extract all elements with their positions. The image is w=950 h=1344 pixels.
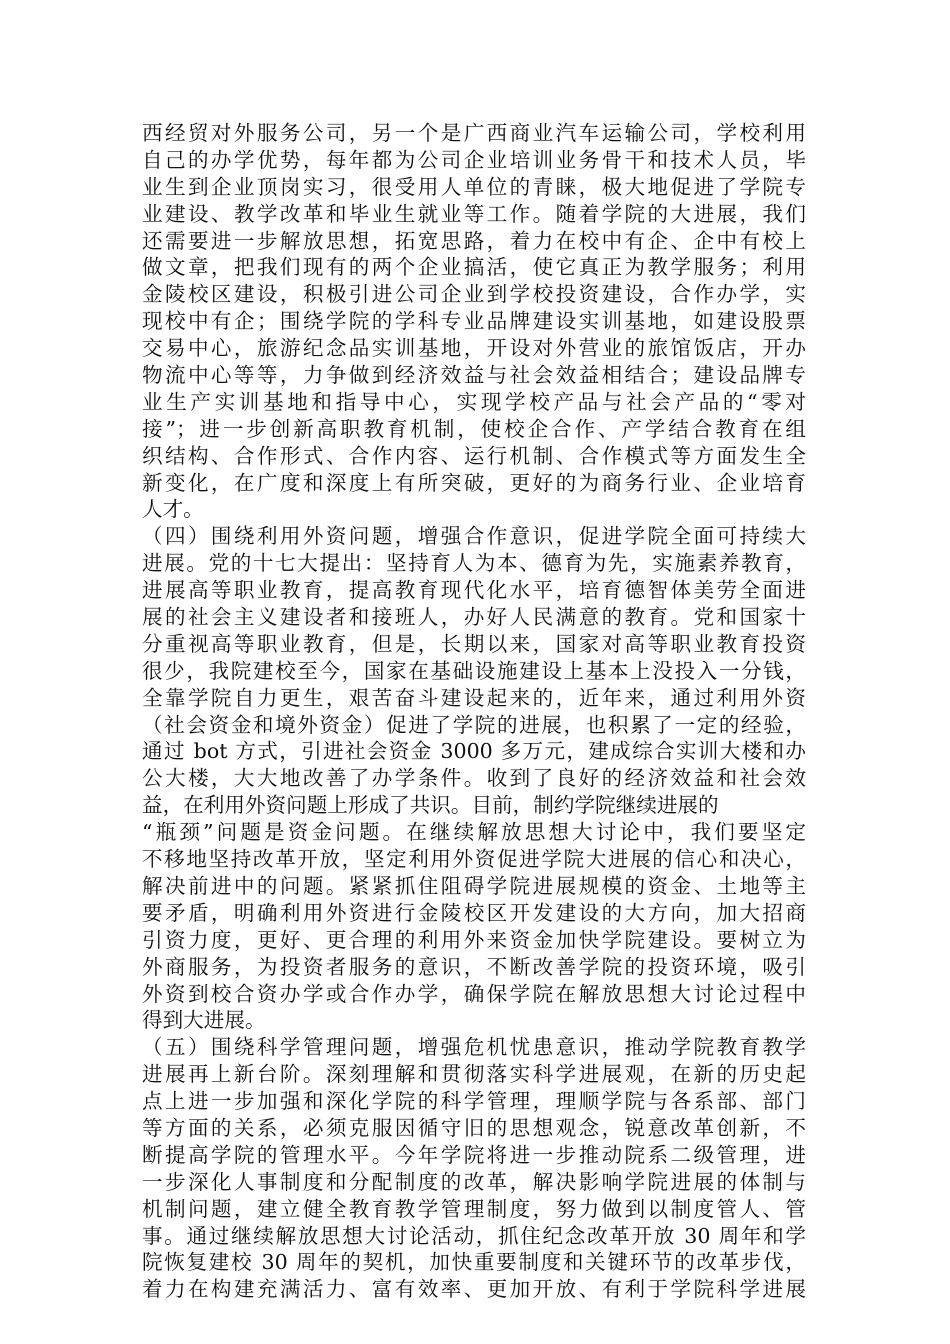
text-line: 还需要进一步解放思想，拓宽思路，着力在校中有企、企中有校上 (142, 228, 806, 253)
text-line: 得到大进展。 (142, 1008, 266, 1033)
text-line: 等方面的关系，必须克服因循守旧的思想观念，锐意改革创新，不 (142, 1115, 806, 1140)
text-line: 事。通过继续解放思想大讨论活动，抓住纪念改革开放 30 周年和学 (142, 1223, 806, 1248)
text-line: 进展。党的十七大提出：坚持育人为本、德育为先，实施素养教育， (142, 551, 806, 576)
text-line: 机制问题，建立健全教育教学管理制度，努力做到以制度管人、管 (142, 1196, 806, 1221)
text-line: 着力在构建充满活力、富有效率、更加开放、有利于学院科学进展 (142, 1277, 806, 1302)
text-line: 交易中心，旅游纪念品实训基地，开设对外营业的旅馆饭店，开办 (142, 336, 806, 361)
text-line: 金陵校区建设，积极引进公司企业到学校投资建设，合作办学，实 (142, 282, 806, 307)
text-line: 业生产实训基地和指导中心，实现学校产品与社会产品的“零对 (142, 389, 806, 414)
text-line: 西经贸对外服务公司，另一个是广西商业汽车运输公司，学校利用 (142, 121, 806, 145)
text-line: 一步深化人事制度和分配制度的改革，解决影响学院进展的体制与 (142, 1169, 806, 1194)
text-line: 新变化，在广度和深度上有所突破，更好的为商务行业、企业培育 (142, 470, 806, 495)
text-line: （社会资金和境外资金）促进了学院的进展，也积累了一定的经验， (142, 712, 806, 737)
text-line: 院恢复建校 30 周年的契机，加快重要制度和关键环节的改革步伐， (142, 1250, 806, 1275)
text-line: 织结构、合作形式、合作内容、运行机制、合作模式等方面发生全 (142, 443, 806, 468)
text-line: 做文章，把我们现有的两个企业搞活，使它真正为教学服务；利用 (142, 255, 806, 280)
text-line: 接”；进一步创新高职教育机制，使校企合作、产学结合教育在组 (142, 416, 806, 441)
text-line: 不移地坚持改革开放，坚定利用外资促进学院大进展的信心和决心， (142, 847, 806, 872)
text-line: 分重视高等职业教育，但是，长期以来，国家对高等职业教育投资 (142, 631, 806, 656)
text-line: 业建设、教学改革和毕业生就业等工作。随着学院的大进展，我们 (142, 201, 806, 226)
text-line: “瓶颈”问题是资金问题。在继续解放思想大讨论中，我们要坚定 (142, 820, 806, 845)
text-line: 要矛盾，明确利用外资进行金陵校区开发建设的大方向，加大招商 (142, 900, 806, 925)
text-line: 点上进一步加强和深化学院的科学管理，理顺学院与各系部、部门 (142, 1089, 806, 1114)
text-line: 引资力度，更好、更合理的利用外来资金加快学院建设。要树立为 (142, 927, 806, 952)
text-line: 人才。 (142, 497, 204, 522)
text-line: 全靠学院自力更生，艰苦奋斗建设起来的，近年来，通过利用外资 (142, 685, 806, 710)
text-line: 业生到企业顶岗实习，很受用人单位的青睐，极大地促进了学院专 (142, 174, 806, 199)
text-line: 进展再上新台阶。深刻理解和贯彻落实科学进展观，在新的历史起 (142, 1062, 806, 1087)
text-line: 解决前进中的问题。紧紧抓住阻碍学院进展规模的资金、土地等主 (142, 873, 806, 898)
text-line: 很少，我院建校至今，国家在基础设施建设上基本上没投入一分钱， (142, 658, 806, 683)
text-line: 公大楼，大大地改善了办学条件。收到了良好的经济效益和社会效 (142, 766, 806, 791)
section-heading-line: （四）围绕利用外资问题，增强合作意识，促进学院全面可持续大 (142, 524, 806, 549)
text-line: 益，在利用外资问题上形成了共识。目前，制约学院继续进展的 (142, 793, 719, 818)
section-heading-line: （五）围绕科学管理问题，增强危机忧患意识，推动学院教育教学 (142, 1035, 806, 1060)
text-line: 现校中有企；围绕学院的学科专业品牌建设实训基地，如建设股票 (142, 309, 806, 334)
text-line: 自己的办学优势，每年都为公司企业培训业务骨干和技术人员，毕 (142, 147, 806, 172)
text-line: 展的社会主义建设者和接班人，办好人民满意的教育。党和国家十 (142, 605, 806, 630)
text-line: 外商服务，为投资者服务的意识，不断改善学院的投资环境，吸引 (142, 954, 806, 979)
text-line: 通过 bot 方式，引进社会资金 3000 多万元，建成综合实训大楼和办 (142, 739, 806, 764)
document-body (142, 120, 806, 1303)
text-line: 外资到校合资办学或合作办学，确保学院在解放思想大讨论过程中 (142, 981, 806, 1006)
text-line: 断提高学院的管理水平。今年学院将进一步推动院系二级管理，进 (142, 1142, 806, 1167)
text-line: 物流中心等等，力争做到经济效益与社会效益相结合；建设品牌专 (142, 363, 806, 388)
text-line: 进展高等职业教育，提高教育现代化水平，培育德智体美劳全面进 (142, 578, 806, 603)
